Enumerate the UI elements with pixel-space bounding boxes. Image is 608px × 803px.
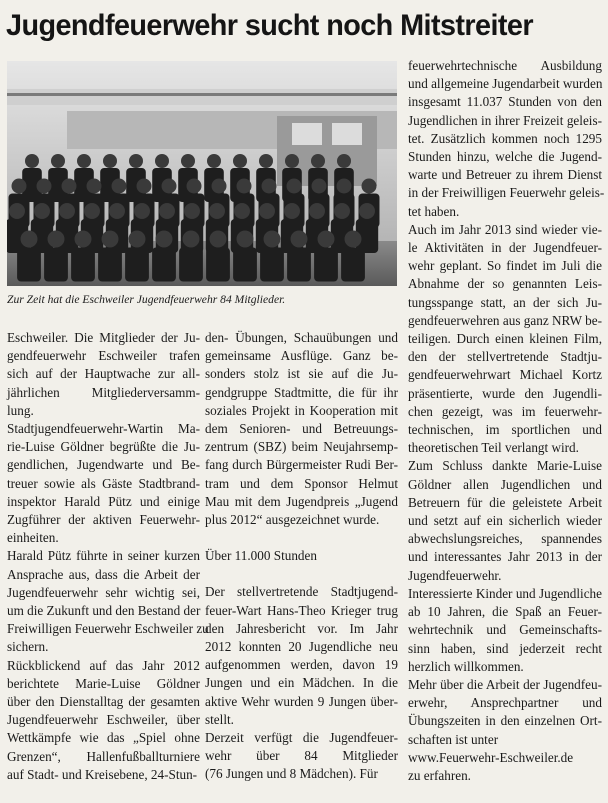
- person-head: [312, 179, 327, 194]
- person-head: [77, 154, 91, 168]
- person-head: [84, 203, 100, 219]
- person-body: [98, 248, 122, 282]
- person-head: [134, 203, 150, 219]
- text-line: und interessantes Jahr 2013 in der: [408, 549, 602, 565]
- person-head: [334, 203, 350, 219]
- text-line: wehrtechnik und Gemeinschafts-: [408, 622, 602, 638]
- column-middle-bottom: [205, 583, 398, 783]
- person-head: [34, 203, 50, 219]
- text-line: den der stellvertretende Stadtju-: [408, 349, 602, 365]
- person-head: [155, 154, 169, 168]
- text-line: abwechslungsreiches, spannendes: [408, 531, 602, 547]
- text-line: feuer-Wart Hans-Theo Krieger trug: [205, 602, 398, 618]
- person-head: [62, 179, 77, 194]
- text-line: Harald Pütz führte in seiner kurzen: [7, 548, 200, 564]
- person-head: [25, 154, 39, 168]
- text-line: warte und Betreuer zu ihrem Dienst: [408, 167, 602, 183]
- column-middle-top: [205, 329, 398, 529]
- text-line: Auch im Jahr 2013 sind wieder vie-: [408, 221, 602, 237]
- person-head: [259, 154, 273, 168]
- person-head: [112, 179, 127, 194]
- person-head: [311, 154, 325, 168]
- text-line: gendgruppe Stadtmitte, die für ihr: [205, 384, 398, 400]
- text-line: teiligen. Durch einen kleinen Film,: [408, 331, 602, 347]
- text-line: schaften ist unter: [408, 731, 499, 747]
- text-line: dem Senioren- und Betreuungs-: [205, 421, 398, 437]
- person-head: [237, 231, 254, 248]
- text-line: um die Zukunft und den Bestand der: [7, 603, 201, 619]
- person-body: [44, 248, 68, 282]
- text-line: einheiten.: [7, 530, 59, 546]
- text-line: Göldner allen Jugendlichen und: [408, 476, 602, 492]
- text-line: Mehr über die Arbeit der Jugendfeu-: [408, 676, 602, 692]
- text-line: www.Feuerwehr-Eschweiler.de: [408, 749, 574, 765]
- text-line: jährlichen Mitgliederversamm-: [7, 384, 200, 400]
- text-line: Eschweiler. Die Mitglieder der Ju-: [7, 330, 200, 345]
- text-line: ab 10 Jahren, die Spaß an Feuer-: [408, 604, 602, 620]
- person-head: [59, 203, 75, 219]
- text-line: auf Stadt- und Kreisebene, 24-Stun-: [7, 766, 198, 782]
- text-line: Grenzen“, Hallenfußballturniere: [7, 748, 200, 764]
- text-line: Jungen und ein Mädchen. In die: [205, 675, 398, 691]
- person-head: [137, 179, 152, 194]
- person-head: [318, 231, 335, 248]
- person-head: [183, 231, 200, 248]
- text-line: Rückblickend auf das Jahr 2012: [7, 657, 200, 673]
- person-head: [207, 154, 221, 168]
- text-line: Betreuern für die geleistete Arbeit: [408, 494, 602, 510]
- person-head: [156, 231, 173, 248]
- text-line: fang durch Bürgermeister Rudi Ber-: [205, 457, 398, 473]
- person-head: [210, 231, 227, 248]
- text-line: Stunden hinzu, welche die Jugend-: [408, 149, 602, 165]
- person-head: [234, 203, 250, 219]
- person-head: [359, 203, 375, 219]
- text-line: aufgenommen werden, davon 19: [205, 657, 398, 673]
- text-line: 2012 konnten 20 Jugendliche neu: [205, 639, 398, 655]
- text-line: rie-Luise Göldner begrüßte die Ju-: [7, 439, 200, 455]
- text-line: tram und dem Sponsor Helmut: [205, 475, 398, 491]
- person-body: [179, 248, 203, 282]
- person-head: [184, 203, 200, 219]
- text-line: Jugendfeuerwehr Eschweiler, über: [7, 712, 200, 728]
- text-line: Abnahme der so genannten Leis-: [408, 276, 602, 292]
- text-line: (76 Jungen und 8 Mädchen). Für: [205, 766, 378, 782]
- person-body: [206, 248, 230, 282]
- person-head: [362, 179, 377, 194]
- text-line: inspektor Harald Pütz und einige: [7, 493, 200, 509]
- text-line: Zum Schluss dankte Marie-Luise: [408, 458, 602, 474]
- text-line: Freiwilligen Feuerwehr Eschweiler zu: [7, 621, 209, 637]
- text-line: le Aktivitäten in der Jugendfeuer-: [408, 240, 602, 256]
- text-line: und setzt auf ein sicherlich wieder: [408, 513, 602, 529]
- text-line: stellt.: [205, 711, 234, 727]
- text-line: sonders stolz ist sie auf die Ju-: [205, 366, 398, 382]
- photo-caption: Zur Zeit hat die Eschweiler Jugendfeuerwehr 84 Mitglieder.: [7, 293, 286, 306]
- text-line: präsentierte, wurde den Jugendli-: [408, 385, 602, 401]
- person-head: [187, 179, 202, 194]
- text-line: Jugendfeuerwehr.: [408, 567, 502, 583]
- text-line: herzlich willkommen.: [408, 658, 524, 674]
- person-head: [337, 154, 351, 168]
- text-line: technischen, im sportlichen und: [408, 422, 602, 438]
- person-body: [260, 248, 284, 282]
- person-head: [109, 203, 125, 219]
- person-head: [87, 179, 102, 194]
- person-head: [233, 154, 247, 168]
- person-head: [129, 231, 146, 248]
- text-line: sich auf der Hauptwache zur all-: [7, 366, 200, 382]
- text-line: Jugendfeuerwehr sehr wichtig sei,: [7, 584, 200, 600]
- person-body: [233, 248, 257, 282]
- person-head: [345, 231, 362, 248]
- person-head: [9, 203, 25, 219]
- text-line: den Jahresbericht vor. Im Jahr: [205, 620, 398, 636]
- person-head: [181, 154, 195, 168]
- text-line: soziales Projekt in Kooperation mit: [205, 402, 398, 418]
- person-body: [287, 248, 311, 282]
- subheading: Über 11.000 Stunden: [205, 548, 317, 564]
- person-head: [159, 203, 175, 219]
- person-head: [162, 179, 177, 194]
- text-line: gendfeuerwehrwart Michael Kortz: [408, 367, 602, 383]
- text-line: plus 2012“ ausgezeichnet wurde.: [205, 512, 380, 528]
- text-line: erwehr, Ansprechpartner und: [408, 695, 602, 711]
- text-line: chen gezeigt, was im feuerwehr-: [408, 403, 602, 419]
- text-line: Übungszeiten in den einzelnen Ort-: [408, 713, 602, 729]
- text-line: Derzeit verfügt die Jugendfeuer-: [205, 730, 398, 746]
- person-head: [262, 179, 277, 194]
- text-line: wehr geplant. So findet im Juli die: [408, 258, 602, 274]
- text-line: feuerwehrtechnische Ausbildung: [408, 58, 602, 73]
- text-line: gendfeuerwehr Eschweiler trafen: [7, 348, 200, 364]
- person-head: [12, 179, 27, 194]
- text-line: theoretischen Teil verlangt wird.: [408, 440, 579, 456]
- text-line: Ansprache aus, dass die Arbeit der: [7, 566, 200, 582]
- person-head: [337, 179, 352, 194]
- person-head: [259, 203, 275, 219]
- text-line: über den Dienstalltag der gesamten: [7, 694, 200, 710]
- person-head: [103, 154, 117, 168]
- person-head: [102, 231, 119, 248]
- person-head: [129, 154, 143, 168]
- text-line: tungsspange statt, an der sich Ju-: [408, 294, 602, 310]
- text-line: lung.: [7, 402, 34, 418]
- person-head: [48, 231, 65, 248]
- person-head: [51, 154, 65, 168]
- text-line: gendlichen, Jugendwarte und Be-: [7, 457, 200, 473]
- group-photo: [7, 61, 397, 286]
- text-line: zu erfahren.: [408, 767, 471, 783]
- column-right: [408, 57, 605, 785]
- text-line: gemeinsame Ausflüge. Ganz be-: [205, 348, 398, 364]
- text-line: Der stellvertretende Stadtjugend-: [205, 584, 398, 600]
- person-head: [37, 179, 52, 194]
- person-body: [152, 248, 176, 282]
- text-line: Wettkämpfe wie das „Spiel ohne: [7, 730, 200, 746]
- person-body: [71, 248, 95, 282]
- person-head: [285, 154, 299, 168]
- person-head: [21, 231, 38, 248]
- column-left: [7, 329, 209, 784]
- text-line: Jugendlichen in ihrer Freizeit geleis-: [408, 112, 602, 128]
- text-line: sinn haben, sind jederzeit recht: [408, 640, 602, 656]
- person-head: [309, 203, 325, 219]
- text-line: insgesamt 11.037 Stunden von den: [408, 94, 602, 110]
- text-line: berichtete Marie-Luise Göldner: [7, 675, 200, 691]
- column-middle: [205, 329, 398, 784]
- person-body: [341, 248, 365, 282]
- article-headline: Jugendfeuerwehr sucht noch Mitstreiter: [6, 9, 534, 42]
- text-line: zentrum (SBZ) beim Neujahrsemp-: [205, 439, 398, 455]
- person-head: [209, 203, 225, 219]
- text-line: sichern.: [7, 639, 49, 655]
- person-head: [284, 203, 300, 219]
- text-line: und allgemeine Jugendarbeit wurden: [408, 76, 603, 92]
- person-head: [291, 231, 308, 248]
- text-line: tet. Zusätzlich kommen noch 1295: [408, 130, 602, 146]
- text-line: Mau mit dem Jugendpreis „Jugend: [205, 493, 398, 509]
- person-body: [125, 248, 149, 282]
- text-line: gendfeuerwehren aus ganz NRW be-: [408, 312, 602, 328]
- text-line: Interessierte Kinder und Jugendliche: [408, 585, 602, 601]
- text-line: Stadtjugendfeuerwehr-Wartin Ma-: [7, 421, 200, 437]
- person-body: [17, 248, 41, 282]
- person-head: [75, 231, 92, 248]
- person-body: [314, 248, 338, 282]
- text-line: tet haben.: [408, 203, 460, 219]
- text-line: in der Freiwilligen Feuerwehr geleis-: [408, 185, 605, 201]
- text-line: den- Übungen, Schauübungen und: [205, 330, 398, 345]
- text-line: aktive Wehr wurden 9 Jungen über-: [205, 693, 398, 709]
- person-head: [237, 179, 252, 194]
- text-line: wehr über 84 Mitglieder: [205, 748, 398, 764]
- person-head: [287, 179, 302, 194]
- text-line: Zugführer der aktiven Feuerwehr-: [7, 512, 200, 528]
- person-head: [264, 231, 281, 248]
- text-line: treuer sowie als Gäste Stadtbrand-: [7, 475, 200, 491]
- person-head: [212, 179, 227, 194]
